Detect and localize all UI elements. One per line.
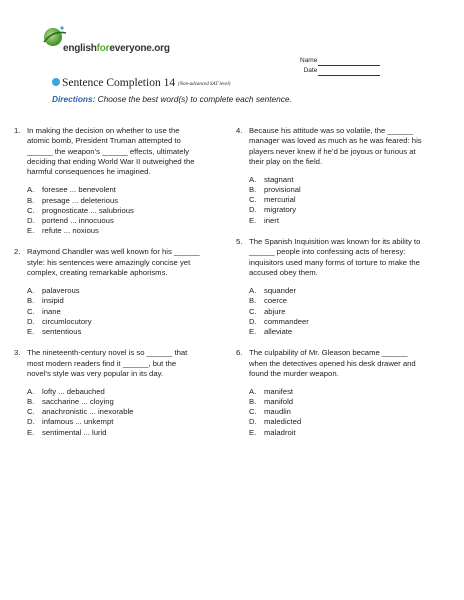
date-line[interactable] [318, 68, 380, 76]
question-number: 3. [14, 348, 21, 358]
directions-text: Choose the best word(s) to complete each sentence. [97, 94, 292, 104]
answer-option[interactable]: D. migratory [249, 205, 297, 215]
title-sub: (Non-advanced SAT level) [177, 82, 231, 87]
answer-option[interactable]: A. palaverous [27, 286, 80, 296]
date-row [300, 66, 380, 76]
answer-options [27, 286, 201, 336]
answer-option[interactable]: E. sententious [27, 326, 82, 336]
question-1 [11, 126, 201, 236]
answer-option[interactable]: B. coerce [249, 296, 288, 306]
name-label: Name [300, 57, 318, 64]
answer-option[interactable]: D. circumlocutory [27, 316, 92, 326]
question-4 [233, 126, 423, 226]
name-line[interactable] [318, 58, 380, 66]
logo-text: englishforeveryone.org [63, 43, 170, 54]
question-number: 2. [14, 247, 21, 257]
name-date-box [300, 56, 380, 76]
question-2 [11, 247, 201, 336]
question-5 [233, 237, 423, 337]
answer-options [249, 387, 423, 437]
question-number: 5. [236, 237, 243, 247]
answer-option[interactable]: C. mercurial [249, 195, 296, 205]
answer-option[interactable]: D. infamous ... unkempt [27, 417, 114, 427]
answer-option[interactable]: C. anachronistic ... inexorable [27, 407, 134, 417]
answer-option[interactable]: A. manifest [249, 387, 294, 397]
question-text: In making the decision on whether to use the atomic bomb, President Truman attempted to ______ the weapon’s ______ effects, ultimately deciding that ending World War II outweighed the harmful consequences he imagined. [27, 126, 195, 177]
answer-option[interactable]: C. maudlin [249, 407, 291, 417]
site-logo [40, 22, 180, 58]
answer-option[interactable]: A. squander [249, 286, 297, 296]
date-label: Date [303, 67, 318, 74]
question-number: 4. [236, 126, 243, 135]
question-text: Because his attitude was so volatile, the ______ manager was loved as much as he was feared: his players never knew if he’d be joyous or furious at their play on the field. [249, 126, 422, 166]
question-text: The Spanish Inquisition was known for its ability to ______ people into confessing acts of heresy: inquisitors used many forms of torture to make the accused obey them. [249, 237, 421, 278]
title-main: Sentence Completion 14 [62, 77, 176, 89]
answer-option[interactable]: A. stagnant [249, 175, 294, 185]
question-number: 1. [14, 126, 21, 135]
answer-option[interactable]: E. sentimental ... lurid [27, 427, 107, 437]
answer-option[interactable]: C. inane [27, 306, 61, 316]
answer-option[interactable]: A. foresee ... benevolent [27, 185, 116, 195]
answer-option[interactable]: D. portend ... innocuous [27, 215, 114, 225]
answer-option[interactable]: D. commandeer [249, 316, 309, 326]
question-6 [233, 348, 423, 437]
answer-option[interactable]: C. prognosticate ... salubrious [27, 205, 134, 215]
answer-option[interactable]: C. abjure [249, 306, 286, 316]
answer-options [27, 185, 201, 235]
answer-option[interactable]: B. insipid [27, 296, 64, 306]
directions-label: Directions: [52, 94, 96, 104]
answer-options [249, 175, 423, 225]
question-3 [11, 348, 201, 437]
bullet-dot-icon [52, 78, 60, 86]
answer-option[interactable]: E. maladroit [249, 427, 296, 437]
answer-options [249, 286, 423, 336]
answer-option[interactable]: E. refute ... noxious [27, 225, 99, 235]
answer-option[interactable]: A. lofty ... debauched [27, 387, 105, 397]
answer-option[interactable]: E. inert [249, 215, 279, 225]
answer-option[interactable]: D. maledicted [249, 417, 302, 427]
answer-option[interactable]: B. saccharine ... cloying [27, 397, 114, 407]
worksheet-title [52, 77, 230, 89]
question-text: The culpability of Mr. Gleason became ______ when the detectives opened his desk drawer and found the murder weapon. [249, 348, 416, 378]
question-column-right [233, 126, 423, 449]
answer-option[interactable]: E. alleviate [249, 326, 293, 336]
answer-option[interactable]: B. provisional [249, 185, 301, 195]
question-column-left [11, 126, 201, 449]
question-text: The nineteenth-century novel is so ______ that most modern readers find it ______, but the novel’s style was very popular in its day. [27, 348, 188, 378]
answer-options [27, 387, 201, 437]
directions [52, 94, 292, 104]
answer-option[interactable]: B. manifold [249, 397, 294, 407]
answer-option[interactable]: B. presage ... deleterious [27, 195, 119, 205]
name-row [300, 56, 380, 66]
question-text: Raymond Chandler was well known for his ______ style: his sentences were amazingly concise yet complex, creating remarkable aphorisms. [27, 247, 200, 278]
question-number: 6. [236, 348, 243, 358]
